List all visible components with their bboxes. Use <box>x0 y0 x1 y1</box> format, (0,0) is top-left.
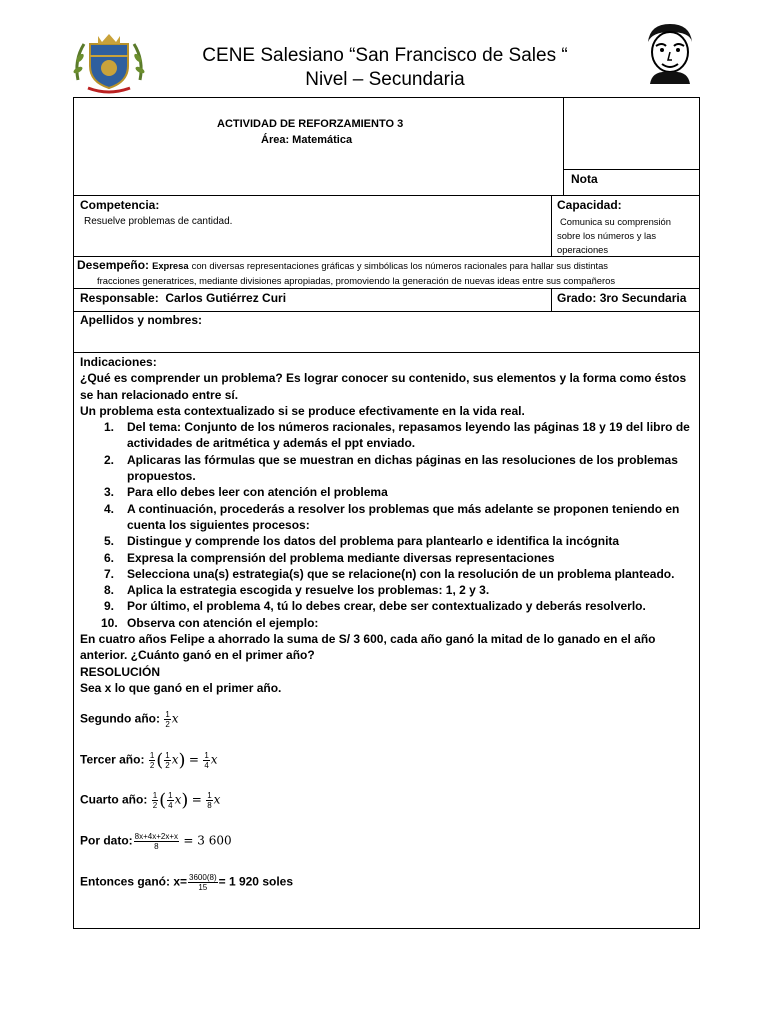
por-dato-line: Por dato: $\frac{8x+4x+2x+x}{8}$ = 3 600 <box>80 832 232 851</box>
sea-statement: Sea x lo que ganó en el primer año. <box>80 680 282 695</box>
nota-label: Nota <box>571 172 598 186</box>
capacidad-line-2: sobre los números y las <box>557 230 657 241</box>
cuarto-ano-line: Cuarto año: $\frac{1}{2}$ ( $\frac{1}{4}$ x) = $\frac{1}{8}$ x <box>80 790 221 811</box>
problem-statement: En cuatro años Felipe a ahorrado la suma de S/ 3 600, cada año ganó la mitad de lo ganado en el año anterior. ¿Cuánto ganó en el primer año? <box>80 632 656 663</box>
segundo-ano-line: Segundo año: $\frac{1}{2}$ x <box>80 710 179 729</box>
indicaciones-label: Indicaciones: <box>80 355 157 369</box>
desempeno-line-2: fracciones generatrices, mediante divisiones apropiadas, promoviendo la generación de nuevas ideas entre sus compañeros <box>97 275 616 286</box>
list-item: 6. Expresa la comprensión del problema mediante diversas representaciones <box>104 550 555 565</box>
list-item: 5. Distingue y comprende los datos del problema para plantearlo e identifica la incógnita <box>104 534 620 549</box>
desempeno-line-1 <box>77 259 608 273</box>
responsable-name: Carlos Gutiérrez Curi <box>165 291 287 305</box>
capacidad-line-1: Comunica su comprensión <box>560 216 671 227</box>
list-item: 4. A continuación, procederás a resolver los problemas que más adelante se proponen teniendo en cuenta los siguientes procesos: <box>104 501 680 532</box>
competencia-text: Resuelve problemas de cantidad. <box>84 216 233 227</box>
grado-label: Grado: <box>557 291 597 305</box>
activity-area: Área: Matemática <box>261 134 353 146</box>
resolucion-label: RESOLUCIÓN <box>80 664 161 679</box>
list-item: 10. Observa con atención el ejemplo: <box>101 615 319 630</box>
desempeno-label: Desempeño: <box>77 258 150 272</box>
indicaciones-section <box>80 354 692 696</box>
list-item: 8. Aplica la estrategia escogida y resuelve los problemas: 1, 2 y 3. <box>104 583 490 598</box>
responsable <box>80 292 286 305</box>
grado <box>557 292 686 305</box>
desempeno-verb: Expresa <box>152 260 189 271</box>
list-item: 2. Aplicaras las fórmulas que se muestran en dichas páginas en las resoluciones de los problemas propuestos. <box>104 452 678 484</box>
entonces-line: Entonces ganó: x= $\frac{3600(8)}{15}$ = 1 920 soles <box>80 873 293 892</box>
indicaciones-intro-2: Un problema esta contextualizado si se produce efectivamente en la vida real. <box>80 403 525 418</box>
competencia-label: Competencia: <box>80 198 160 212</box>
desempeno-text-1: con diversas representaciones gráficas y simbólicas los números racionales para hallar sus distintas <box>191 260 608 271</box>
responsable-label: Responsable: <box>80 291 159 305</box>
list-item: 3. Para ello debes leer con atención el problema <box>104 485 388 500</box>
school-name: CENE Salesiano “San Francisco de Sales “ <box>202 45 568 66</box>
list-item: 9. Por último, el problema 4, tú lo debes crear, debe ser contextualizado y deberás resolverlo. <box>104 599 646 614</box>
capacidad-label: Capacidad: <box>557 198 622 212</box>
indicaciones-list <box>80 419 692 631</box>
capacidad-line-3: operaciones <box>557 244 609 255</box>
school-level: Nivel – Secundaria <box>305 69 465 90</box>
tercer-ano-line: Tercer año: $\frac{1}{2}$ ( $\frac{1}{2}$ x) = $\frac{1}{4}$ x <box>80 750 218 771</box>
list-item: 7. Selecciona una(s) estrategia(s) que se relacione(n) con la resolución de un problema planteado. <box>104 566 675 581</box>
school-header <box>150 44 620 92</box>
saint-portrait-logo <box>640 22 700 84</box>
list-item: 1. Del tema: Conjunto de los números racionales, repasamos leyendo las páginas 18 y 19 del libro de actividades de aritmética y además el ppt enviado. <box>104 420 690 451</box>
grado-value: 3ro Secundaria <box>599 291 687 305</box>
indicaciones-intro-1: ¿Qué es comprender un problema? Es lograr conocer su contenido, sus elementos y la forma como éstos se han relacionado entre sí. <box>80 371 687 402</box>
activity-sheet <box>73 97 700 929</box>
school-crest-logo <box>70 30 148 94</box>
apellidos-label: Apellidos y nombres: <box>80 313 203 327</box>
activity-title: ACTIVIDAD DE REFORZAMIENTO 3 <box>217 118 404 130</box>
